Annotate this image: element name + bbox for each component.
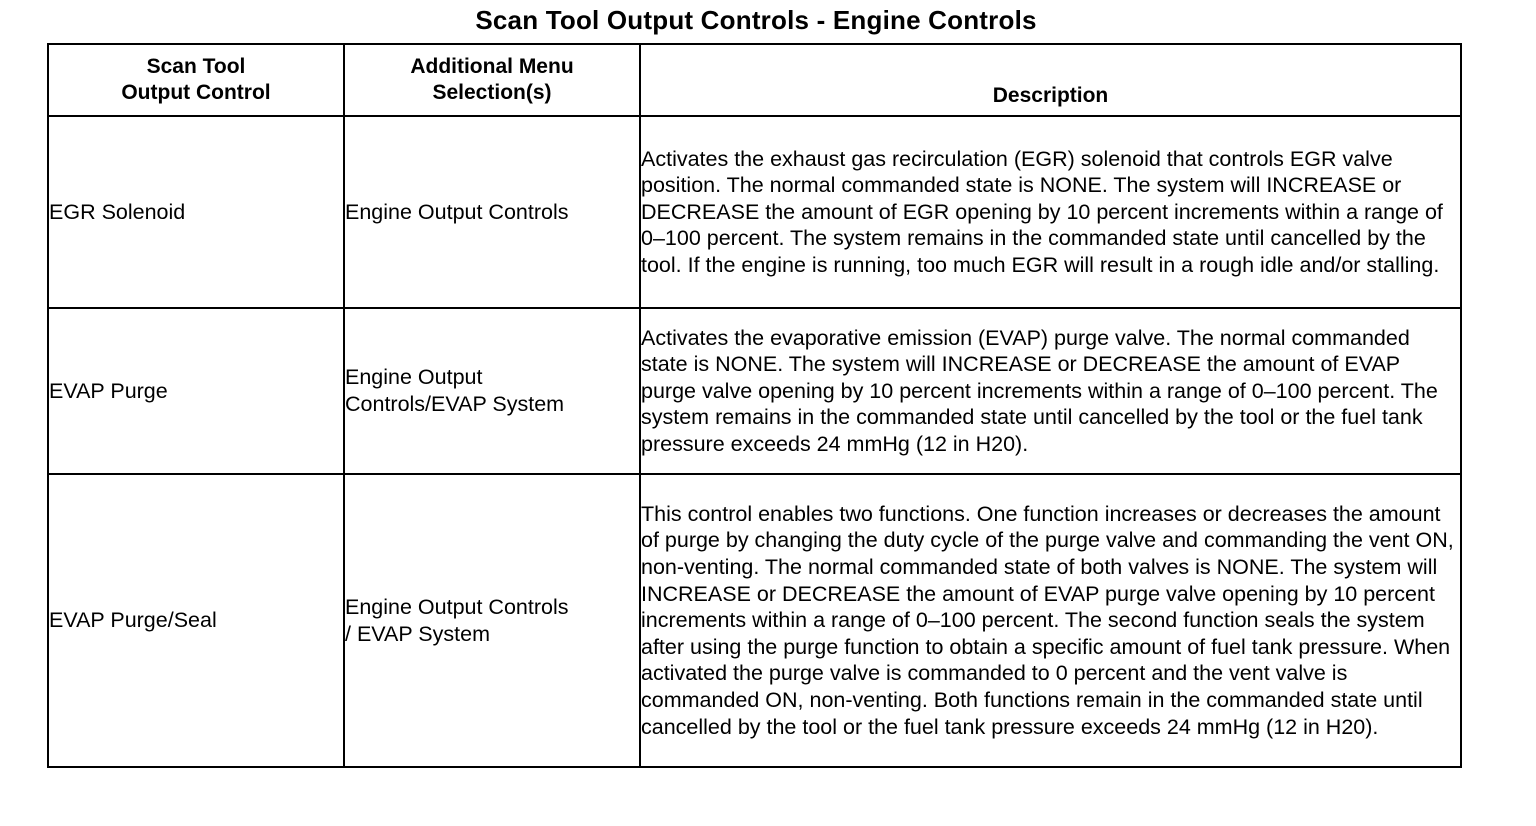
menu-line: / EVAP System bbox=[345, 621, 490, 646]
header-line: Selection(s) bbox=[432, 81, 552, 104]
header-additional-menu-selections bbox=[344, 44, 640, 116]
header-line: Output Control bbox=[121, 81, 271, 104]
cell-output-control: EVAP Purge/Seal bbox=[48, 474, 344, 767]
cell-description: This control enables two functions. One function increases or decreases the amount of purge by changing the duty cycle of the purge valve and commanding the vent ON, non-venting. The normal commanded state of both valves is NONE. The system will INCREASE or DECREASE the amount of EVAP purge valve opening by 10 percent increments within a range of 0–100 percent. The second function seals the system after using the purge function to obtain a specific amount of fuel tank pressure. When activated the purge valve is commanded to 0 percent and the vent valve is commanded ON, non-venting. Both functions remain in the commanded state until cancelled by the tool or the fuel tank pressure exceeds 24 mmHg (12 in H20). bbox=[640, 474, 1461, 767]
page-title: Scan Tool Output Controls - Engine Controls bbox=[475, 5, 1037, 35]
header-line: Additional Menu bbox=[410, 55, 574, 78]
table-row-evap-purge-seal bbox=[48, 474, 1461, 767]
menu-line: Controls/EVAP System bbox=[345, 392, 565, 416]
cell-description: Activates the evaporative emission (EVAP) purge valve. The normal commanded state is NONE. The system will INCREASE or DECREASE the amount of EVAP purge valve opening by 10 percent increments within a range of 0–100 percent. The system remains in the commanded state until cancelled by the tool or the fuel tank pressure exceeds 24 mmHg (12 in H20). bbox=[640, 308, 1461, 474]
menu-line: Engine Output bbox=[345, 365, 483, 390]
table-row-evap-purge bbox=[48, 308, 1461, 474]
cell-description: Activates the exhaust gas recirculation (EGR) solenoid that controls EGR valve position. The normal commanded state is NONE. The system will INCREASE or DECREASE the amount of EGR opening by 10 percent increments within a range of 0–100 percent. The system remains in the commanded state until cancelled by the tool. If the engine is running, too much EGR will result in a rough idle and/or stalling. bbox=[640, 116, 1461, 308]
cell-menu-selection bbox=[344, 474, 640, 767]
header-description bbox=[640, 44, 1461, 116]
cell-menu-selection bbox=[344, 308, 640, 474]
table-header-row bbox=[48, 44, 1461, 116]
header-scan-tool-output-control bbox=[48, 44, 344, 116]
menu-line: Engine Output Controls bbox=[345, 594, 569, 619]
header-line: Scan Tool bbox=[146, 55, 246, 78]
header-line: Description bbox=[992, 84, 1109, 107]
cell-menu-selection bbox=[344, 116, 640, 308]
output-controls-table bbox=[47, 43, 1462, 768]
cell-output-control: EGR Solenoid bbox=[48, 116, 344, 308]
table-row-egr-solenoid bbox=[48, 116, 1461, 308]
menu-line: Engine Output Controls bbox=[345, 199, 569, 224]
cell-output-control: EVAP Purge bbox=[48, 308, 344, 474]
